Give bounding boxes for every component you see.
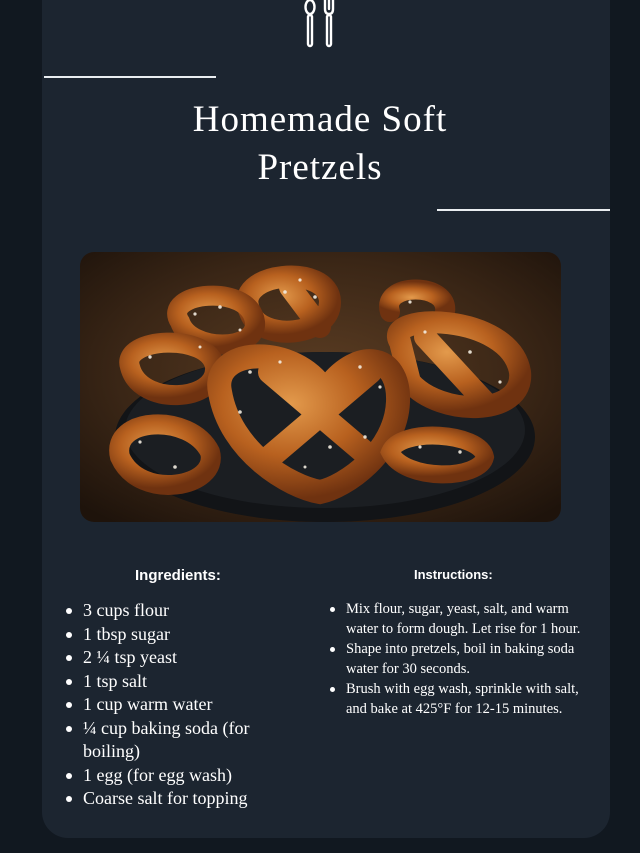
decorative-divider-top <box>44 76 216 78</box>
ingredient-item: 2 ¼ tsp yeast <box>64 646 294 670</box>
ingredient-item: 1 egg (for egg wash) <box>64 764 294 788</box>
pretzels-photo <box>80 252 561 522</box>
ingredients-heading: Ingredients: <box>135 567 221 584</box>
instruction-step: Mix flour, sugar, yeast, salt, and warm water to form dough. Let rise for 1 hour. <box>328 599 593 639</box>
instructions-list <box>328 599 593 719</box>
fork-and-spoon-icon <box>300 0 340 50</box>
instructions-heading: Instructions: <box>414 567 493 582</box>
recipe-title <box>120 96 520 192</box>
ingredient-item: 1 tsp salt <box>64 670 294 694</box>
instruction-step: Brush with egg wash, sprinkle with salt, and bake at 425°F for 12-15 minutes. <box>328 679 593 719</box>
recipe-title-line1: Homemade Soft <box>192 99 448 140</box>
ingredient-item: ¼ cup baking soda (for boiling) <box>64 717 294 764</box>
ingredient-item: 1 cup warm water <box>64 693 294 717</box>
recipe-title-line2: Pretzels <box>257 147 383 188</box>
ingredient-item: 1 tbsp sugar <box>64 623 294 647</box>
instruction-step: Shape into pretzels, boil in baking soda water for 30 seconds. <box>328 639 593 679</box>
ingredient-item: Coarse salt for topping <box>64 787 294 811</box>
decorative-divider-bottom <box>437 209 610 211</box>
ingredients-list <box>64 599 294 811</box>
ingredient-item: 3 cups flour <box>64 599 294 623</box>
